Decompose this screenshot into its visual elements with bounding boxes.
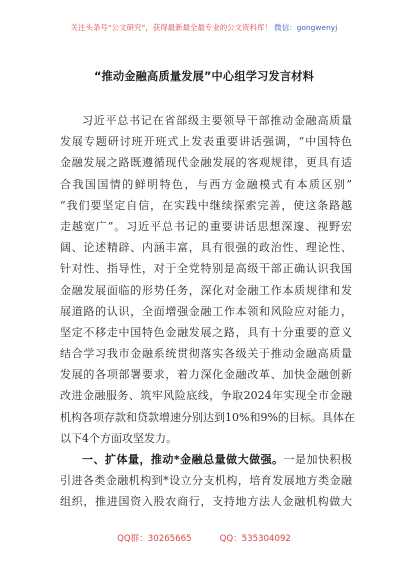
section-heading-line: [60, 449, 352, 470]
body-line: 阔、论述精辟、内涵丰富，具有很强的政治性、理论性、: [60, 241, 352, 255]
body-line: 引进各类金融机构到*设立分支机构，培育发展地方类金融: [60, 474, 352, 488]
body-line: 发展专题研讨班开班式上发表重要讲话强调，“中国特色: [60, 135, 352, 149]
document-title: “推动金融高质量发展”中心组学习发言材料: [93, 70, 315, 83]
body-line: 结合学习我市金融系统贯彻落实各级关于推动金融高质量: [60, 347, 352, 361]
body-line: 发展的各项部署要求，着力深化金融改革、加快金融创新: [60, 368, 352, 382]
body-line: 坚定不移走中国特色金融发展之路，具有十分重要的意义: [60, 325, 352, 339]
promo-banner-text: 关注头条号“公文研究”，获得最新最全最专业的公文资料库！: [70, 23, 272, 32]
body-line: 习近平总书记在省部级主要领导干部推动金融高质量: [82, 114, 352, 127]
body-text-run: 一是加快积极: [283, 453, 352, 466]
body-line: 改进金融服务、筑牢风险底线，争取2024年实现全市金融: [60, 389, 352, 403]
body-line: 机构各项存款和贷款增速分别达到10%和9%的目标。具体在: [60, 410, 355, 424]
body-line: “我们要坚定自信，在实践中继续探索完善，使这条路越: [60, 198, 352, 212]
qq-number: QQ：535304092: [219, 534, 291, 544]
promo-banner-wechat: 微信：gongwenyj: [274, 23, 338, 32]
body-line: 展道路的认识，全面增强金融工作本领和风险应对能力，: [60, 304, 352, 318]
section-heading: 一、扩体量，推动*金融总量做大做强。: [82, 453, 284, 466]
body-line: 金融发展面临的形势任务，深化对金融工作本质规律和发: [60, 283, 352, 297]
qq-group-number: QQ群：30265665: [117, 534, 192, 544]
promo-banner: [0, 22, 408, 33]
body-line: 合我国国情的鲜明特色，与西方金融模式有本质区别”: [60, 177, 352, 191]
body-line: 走越宽广”。习近平总书记的重要讲话思想深邃、视野宏: [60, 219, 352, 233]
contact-footer: [0, 532, 408, 544]
body-line: 组织，推进国资入股农商行，支持地方法人金融机构做大: [60, 495, 352, 509]
body-line: 金融发展之路既遵循现代金融发展的客观规律，更具有适: [60, 156, 352, 170]
document-body: [60, 110, 355, 513]
body-line: 针对性、指导性，对于全党特别是高级干部正确认识我国: [60, 262, 352, 276]
body-line: 以下4个方面攻坚发力。: [60, 431, 177, 445]
